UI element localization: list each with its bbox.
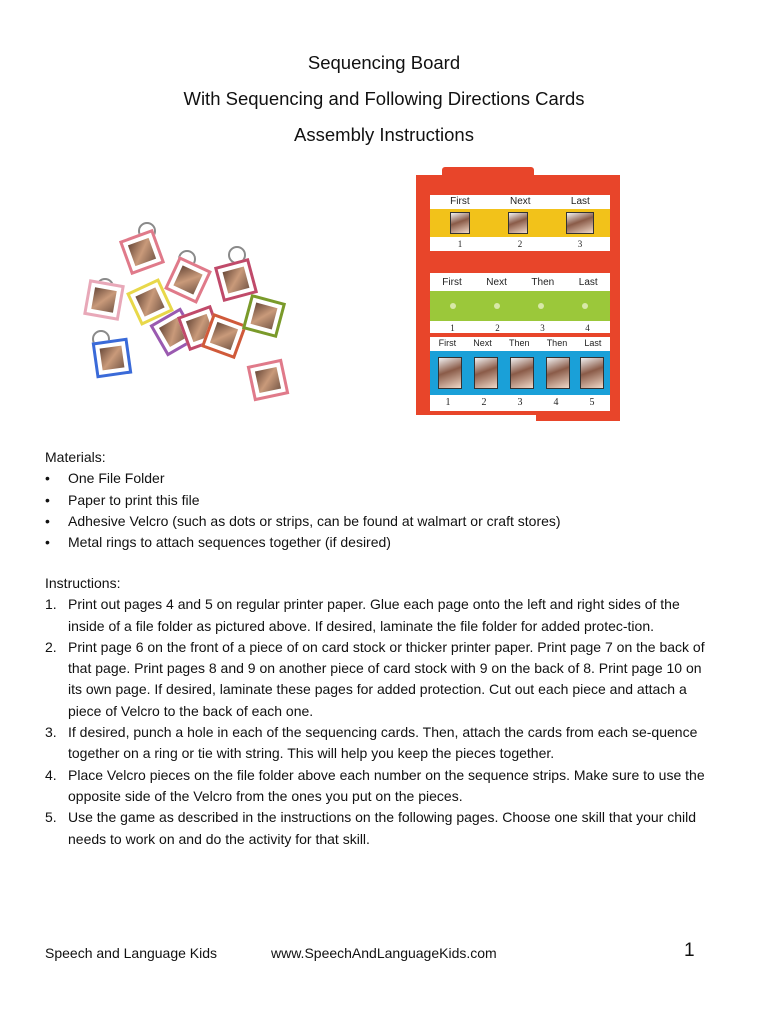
list-item <box>45 637 715 722</box>
strip-number: 2 <box>517 239 523 249</box>
strip-label: Next <box>486 277 507 288</box>
instructions-list <box>45 594 715 850</box>
strip-label: First <box>450 196 470 207</box>
strip-label: Then <box>531 277 555 288</box>
strip-labels <box>430 277 610 288</box>
strip-label: First <box>438 338 457 348</box>
velcro-dot <box>494 303 500 309</box>
list-item-text: Use the game as described in the instructions on the following pages. Choose one skill that your child needs to work on and do the activity for that skill. <box>68 809 697 847</box>
list-item <box>45 468 561 489</box>
materials-section <box>45 447 561 553</box>
list-item <box>45 490 561 511</box>
title-line-2: With Sequencing and Following Directions Cards <box>183 88 585 109</box>
list-item <box>45 511 561 532</box>
strip-card <box>438 357 462 389</box>
list-item <box>45 594 715 637</box>
strip-card <box>450 212 470 234</box>
strip-number: 3 <box>517 397 523 408</box>
strip-number: 2 <box>495 323 500 333</box>
item-number: 2. <box>45 638 57 655</box>
title-line-1: Sequencing Board <box>307 52 461 73</box>
strip-card <box>474 357 498 389</box>
strip-labels <box>430 196 610 207</box>
item-number: 4. <box>45 766 57 783</box>
strip-label: Last <box>570 196 590 207</box>
strip-card <box>508 212 528 234</box>
bullet: • <box>45 491 50 508</box>
strip-number: 1 <box>450 323 455 333</box>
list-item-text: Print out pages 4 and 5 on regular printer paper. Glue each page onto the left and right sides of the inside of a file folder as pictured above. If desired, laminate the file folder for added protec-tion. <box>68 596 680 634</box>
sequencing-cards-photo <box>78 222 292 410</box>
strip-card <box>566 212 594 234</box>
sequence-card <box>164 256 212 304</box>
sequence-strip-4 <box>430 273 610 333</box>
strip-card <box>580 357 604 389</box>
sequence-card <box>242 294 286 338</box>
list-item-text: Print page 6 on the front of a piece of on card stock or thicker printer paper. Print page 7 on the back of that page. Print pages 8 and 9 on another piece of card stock with 9 on the back of 8. Print page 10 on its own page. If desired, laminate these pages for added protection. Cut out each piece and attach a piece of Velcro to the back of each one. <box>68 638 705 719</box>
folder-bottom-tab <box>536 411 620 421</box>
item-number: 1. <box>45 596 57 613</box>
list-item <box>45 807 715 850</box>
strip-number: 2 <box>481 397 487 408</box>
item-number: 5. <box>45 809 57 826</box>
list-item <box>45 765 715 808</box>
velcro-dot <box>582 303 588 309</box>
strip-numbers <box>430 239 610 249</box>
sequence-card <box>119 229 165 275</box>
velcro-dot <box>450 303 456 309</box>
strip-labels <box>430 338 610 348</box>
item-number: 3. <box>45 724 57 741</box>
list-item-text: Place Velcro pieces on the file folder above each number on the sequence strips. Make sure to use the opposite side of the Velcro from the ones you put on the pieces. <box>68 766 705 804</box>
list-item-text: Adhesive Velcro (such as dots or strips, can be found at walmart or craft stores) <box>68 512 561 529</box>
strip-numbers <box>430 323 610 333</box>
footer-brand: Speech and Language Kids <box>45 945 218 961</box>
strip-label: Next <box>509 196 531 207</box>
sequence-card <box>83 279 125 321</box>
strip-number: 1 <box>457 239 463 249</box>
sequence-card <box>92 338 133 379</box>
strip-numbers <box>430 397 610 408</box>
page-number: 1 <box>684 940 695 961</box>
strip-label: Last <box>578 277 598 288</box>
strip-label: First <box>442 277 462 288</box>
strip-number: 3 <box>540 323 545 333</box>
list-item <box>45 722 715 765</box>
list-item-text: Metal rings to attach sequences together (if desired) <box>68 534 391 551</box>
materials-heading: Materials: <box>45 449 106 465</box>
list-item-text: If desired, punch a hole in each of the sequencing cards. Then, attach the cards from each se-quence together on a ring or tie with string. This will help you keep the pieces together. <box>68 724 698 762</box>
sequence-card <box>247 359 290 402</box>
file-folder-photo <box>416 167 620 427</box>
strip-number: 4 <box>553 397 559 408</box>
strip-label: Then <box>546 338 568 348</box>
strip-label: Last <box>584 338 602 348</box>
bullet: • <box>45 470 50 487</box>
sequence-strip-3 <box>430 195 610 251</box>
strip-card <box>546 357 570 389</box>
list-item <box>45 532 561 553</box>
footer-url[interactable]: www.SpeechAndLanguageKids.com <box>271 945 497 961</box>
strip-number: 5 <box>589 397 595 408</box>
strip-card <box>510 357 534 389</box>
list-item-text: One File Folder <box>68 470 165 487</box>
velcro-dot <box>538 303 544 309</box>
strip-number: 3 <box>577 239 583 249</box>
strip-number: 1 <box>445 397 451 408</box>
instructions-heading: Instructions: <box>45 575 121 591</box>
sequence-strip-5 <box>430 337 610 411</box>
title-line-3: Assembly Instructions <box>294 124 474 145</box>
bullet: • <box>45 534 50 551</box>
list-item-text: Paper to print this file <box>68 491 200 508</box>
strip-label: Next <box>473 338 492 348</box>
instructions-section <box>45 573 715 850</box>
strip-label: Then <box>508 338 530 348</box>
materials-list <box>45 468 561 553</box>
strip-number: 4 <box>585 323 590 333</box>
bullet: • <box>45 512 50 529</box>
